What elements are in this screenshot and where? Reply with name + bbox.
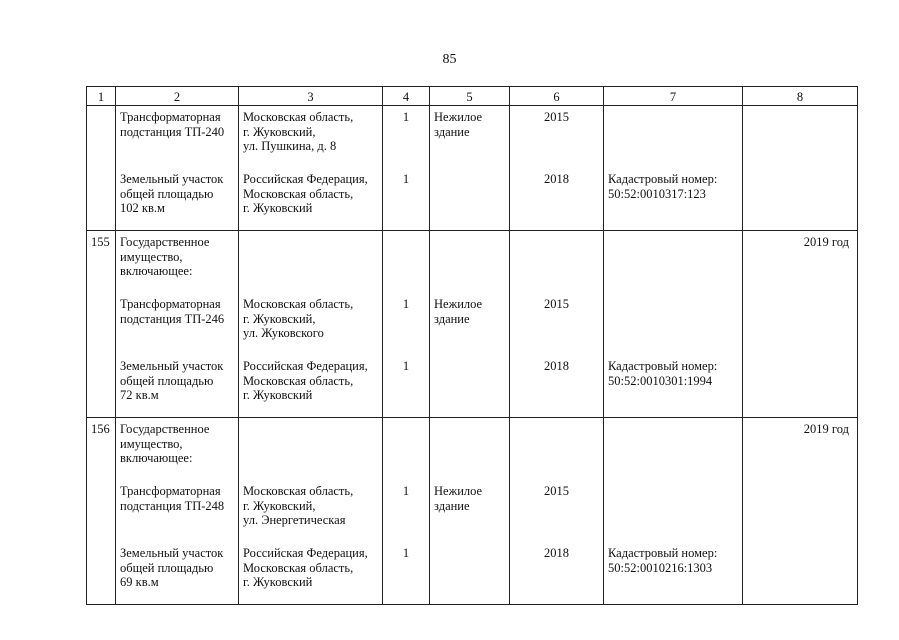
address-cell-line: Российская Федерация, [243,172,368,186]
address-cell [239,418,383,481]
year-cell: 2018 [510,542,604,605]
address-cell-line: Российская Федерация, [243,359,368,373]
type-cell-line: здание [434,498,470,513]
table-row [87,106,858,169]
quantity-cell [383,231,430,294]
object-name-line: 69 кв.м [120,575,159,589]
object-name-line: Трансформаторная [120,297,221,311]
address-cell-line: г. Жуковский, [243,124,316,139]
group-title-line: имущество, [120,249,183,264]
object-name-line: общей площадью [120,186,214,201]
group-title-line: включающее: [120,264,193,278]
address-cell-line: г. Жуковский [243,201,313,215]
item-number [87,542,116,605]
item-number [87,293,116,355]
item-number [87,106,116,169]
type-cell [430,355,510,418]
note-cell-line: Кадастровый номер: [608,172,718,186]
column-header: 7 [604,87,743,106]
note-cell-line: Кадастровый номер: [608,359,718,373]
object-name-line: Трансформаторная [120,110,221,124]
year-note [743,480,858,542]
column-header: 3 [239,87,383,106]
group-title-line: Государственное [120,235,210,249]
quantity-cell: 1 [383,293,430,355]
object-name-line: общей площадью [120,373,214,388]
item-number [87,355,116,418]
year-cell: 2018 [510,168,604,231]
note-cell [604,418,743,481]
group-title-line: Государственное [120,422,210,436]
column-number-row [87,87,858,106]
type-cell [430,542,510,605]
column-header: 1 [87,87,116,106]
address-cell-line: Московская область, [243,373,354,388]
quantity-cell: 1 [383,355,430,418]
note-cell [604,480,743,542]
group-title-line: включающее: [120,451,193,465]
address-cell-line: г. Жуковский, [243,311,316,326]
year-cell: 2015 [510,106,604,169]
year-note [743,542,858,605]
note-cell [604,231,743,294]
year-cell [510,418,604,481]
object-name [116,355,239,418]
address-cell [239,480,383,542]
address-cell-line: Московская область, [243,186,354,201]
address-cell-line: ул. Жуковского [243,326,324,340]
table-row [87,542,858,605]
object-name [116,542,239,605]
year-note: 2019 год [743,418,858,481]
object-name-line: подстанция ТП-240 [120,124,225,139]
item-number: 155 [87,231,116,294]
quantity-cell: 1 [383,106,430,169]
address-cell [239,231,383,294]
column-header: 8 [743,87,858,106]
object-name-line: Земельный участок [120,172,224,186]
property-registry-table [86,86,858,605]
year-note: 2019 год [743,231,858,294]
address-cell-line: г. Жуковский [243,575,313,589]
note-cell [604,168,743,231]
type-cell-line: Нежилое [434,110,483,124]
address-cell [239,293,383,355]
object-name [116,106,239,169]
address-cell [239,542,383,605]
address-cell [239,106,383,169]
note-cell [604,293,743,355]
type-cell [430,168,510,231]
address-cell [239,355,383,418]
address-cell [239,168,383,231]
object-name-line: подстанция ТП-248 [120,498,225,513]
item-number [87,480,116,542]
type-cell-line: здание [434,124,470,139]
group-title-line: имущество, [120,436,183,451]
object-name [116,480,239,542]
table-row [87,480,858,542]
type-cell-line: Нежилое [434,297,483,311]
column-header: 2 [116,87,239,106]
type-cell [430,418,510,481]
object-name-line: общей площадью [120,560,214,575]
address-cell-line: Московская область, [243,110,354,124]
note-cell-line: Кадастровый номер: [608,546,718,560]
address-cell-line: ул. Пушкина, д. 8 [243,139,337,153]
column-header: 5 [430,87,510,106]
year-cell: 2018 [510,355,604,418]
object-name-line: Трансформаторная [120,484,221,498]
address-cell-line: Московская область, [243,297,354,311]
address-cell-line: Московская область, [243,560,354,575]
type-cell [430,231,510,294]
address-cell-line: г. Жуковский [243,388,313,402]
object-name-line: Земельный участок [120,359,224,373]
quantity-cell: 1 [383,542,430,605]
year-note [743,293,858,355]
type-cell [430,106,510,169]
type-cell [430,480,510,542]
page-number: 85 [442,52,457,67]
year-cell: 2015 [510,480,604,542]
object-name-line: подстанция ТП-246 [120,311,225,326]
year-cell: 2015 [510,293,604,355]
item-number [87,168,116,231]
address-cell-line: г. Жуковский, [243,498,316,513]
note-cell [604,542,743,605]
item-number: 156 [87,418,116,481]
table-row [87,293,858,355]
column-header: 4 [383,87,430,106]
quantity-cell: 1 [383,168,430,231]
note-cell [604,106,743,169]
object-name [116,168,239,231]
table-row [87,355,858,418]
quantity-cell: 1 [383,480,430,542]
registry-body [87,106,858,605]
address-cell-line: Российская Федерация, [243,546,368,560]
group-header-row [87,231,858,294]
type-cell [430,293,510,355]
year-note [743,168,858,231]
note-cell-line: 50:52:0010317:123 [608,186,706,201]
type-cell-line: Нежилое [434,484,483,498]
object-name-line: Земельный участок [120,546,224,560]
group-title [116,418,239,481]
year-cell [510,231,604,294]
note-cell-line: 50:52:0010301:1994 [608,373,713,388]
group-header-row [87,418,858,481]
object-name [116,293,239,355]
year-note [743,106,858,169]
table-row [87,168,858,231]
group-title [116,231,239,294]
year-note [743,355,858,418]
note-cell-line: 50:52:0010216:1303 [608,560,713,575]
quantity-cell [383,418,430,481]
note-cell [604,355,743,418]
object-name-line: 72 кв.м [120,388,159,402]
type-cell-line: здание [434,311,470,326]
address-cell-line: Московская область, [243,484,354,498]
column-header: 6 [510,87,604,106]
object-name-line: 102 кв.м [120,201,165,215]
address-cell-line: ул. Энергетическая [243,513,346,527]
